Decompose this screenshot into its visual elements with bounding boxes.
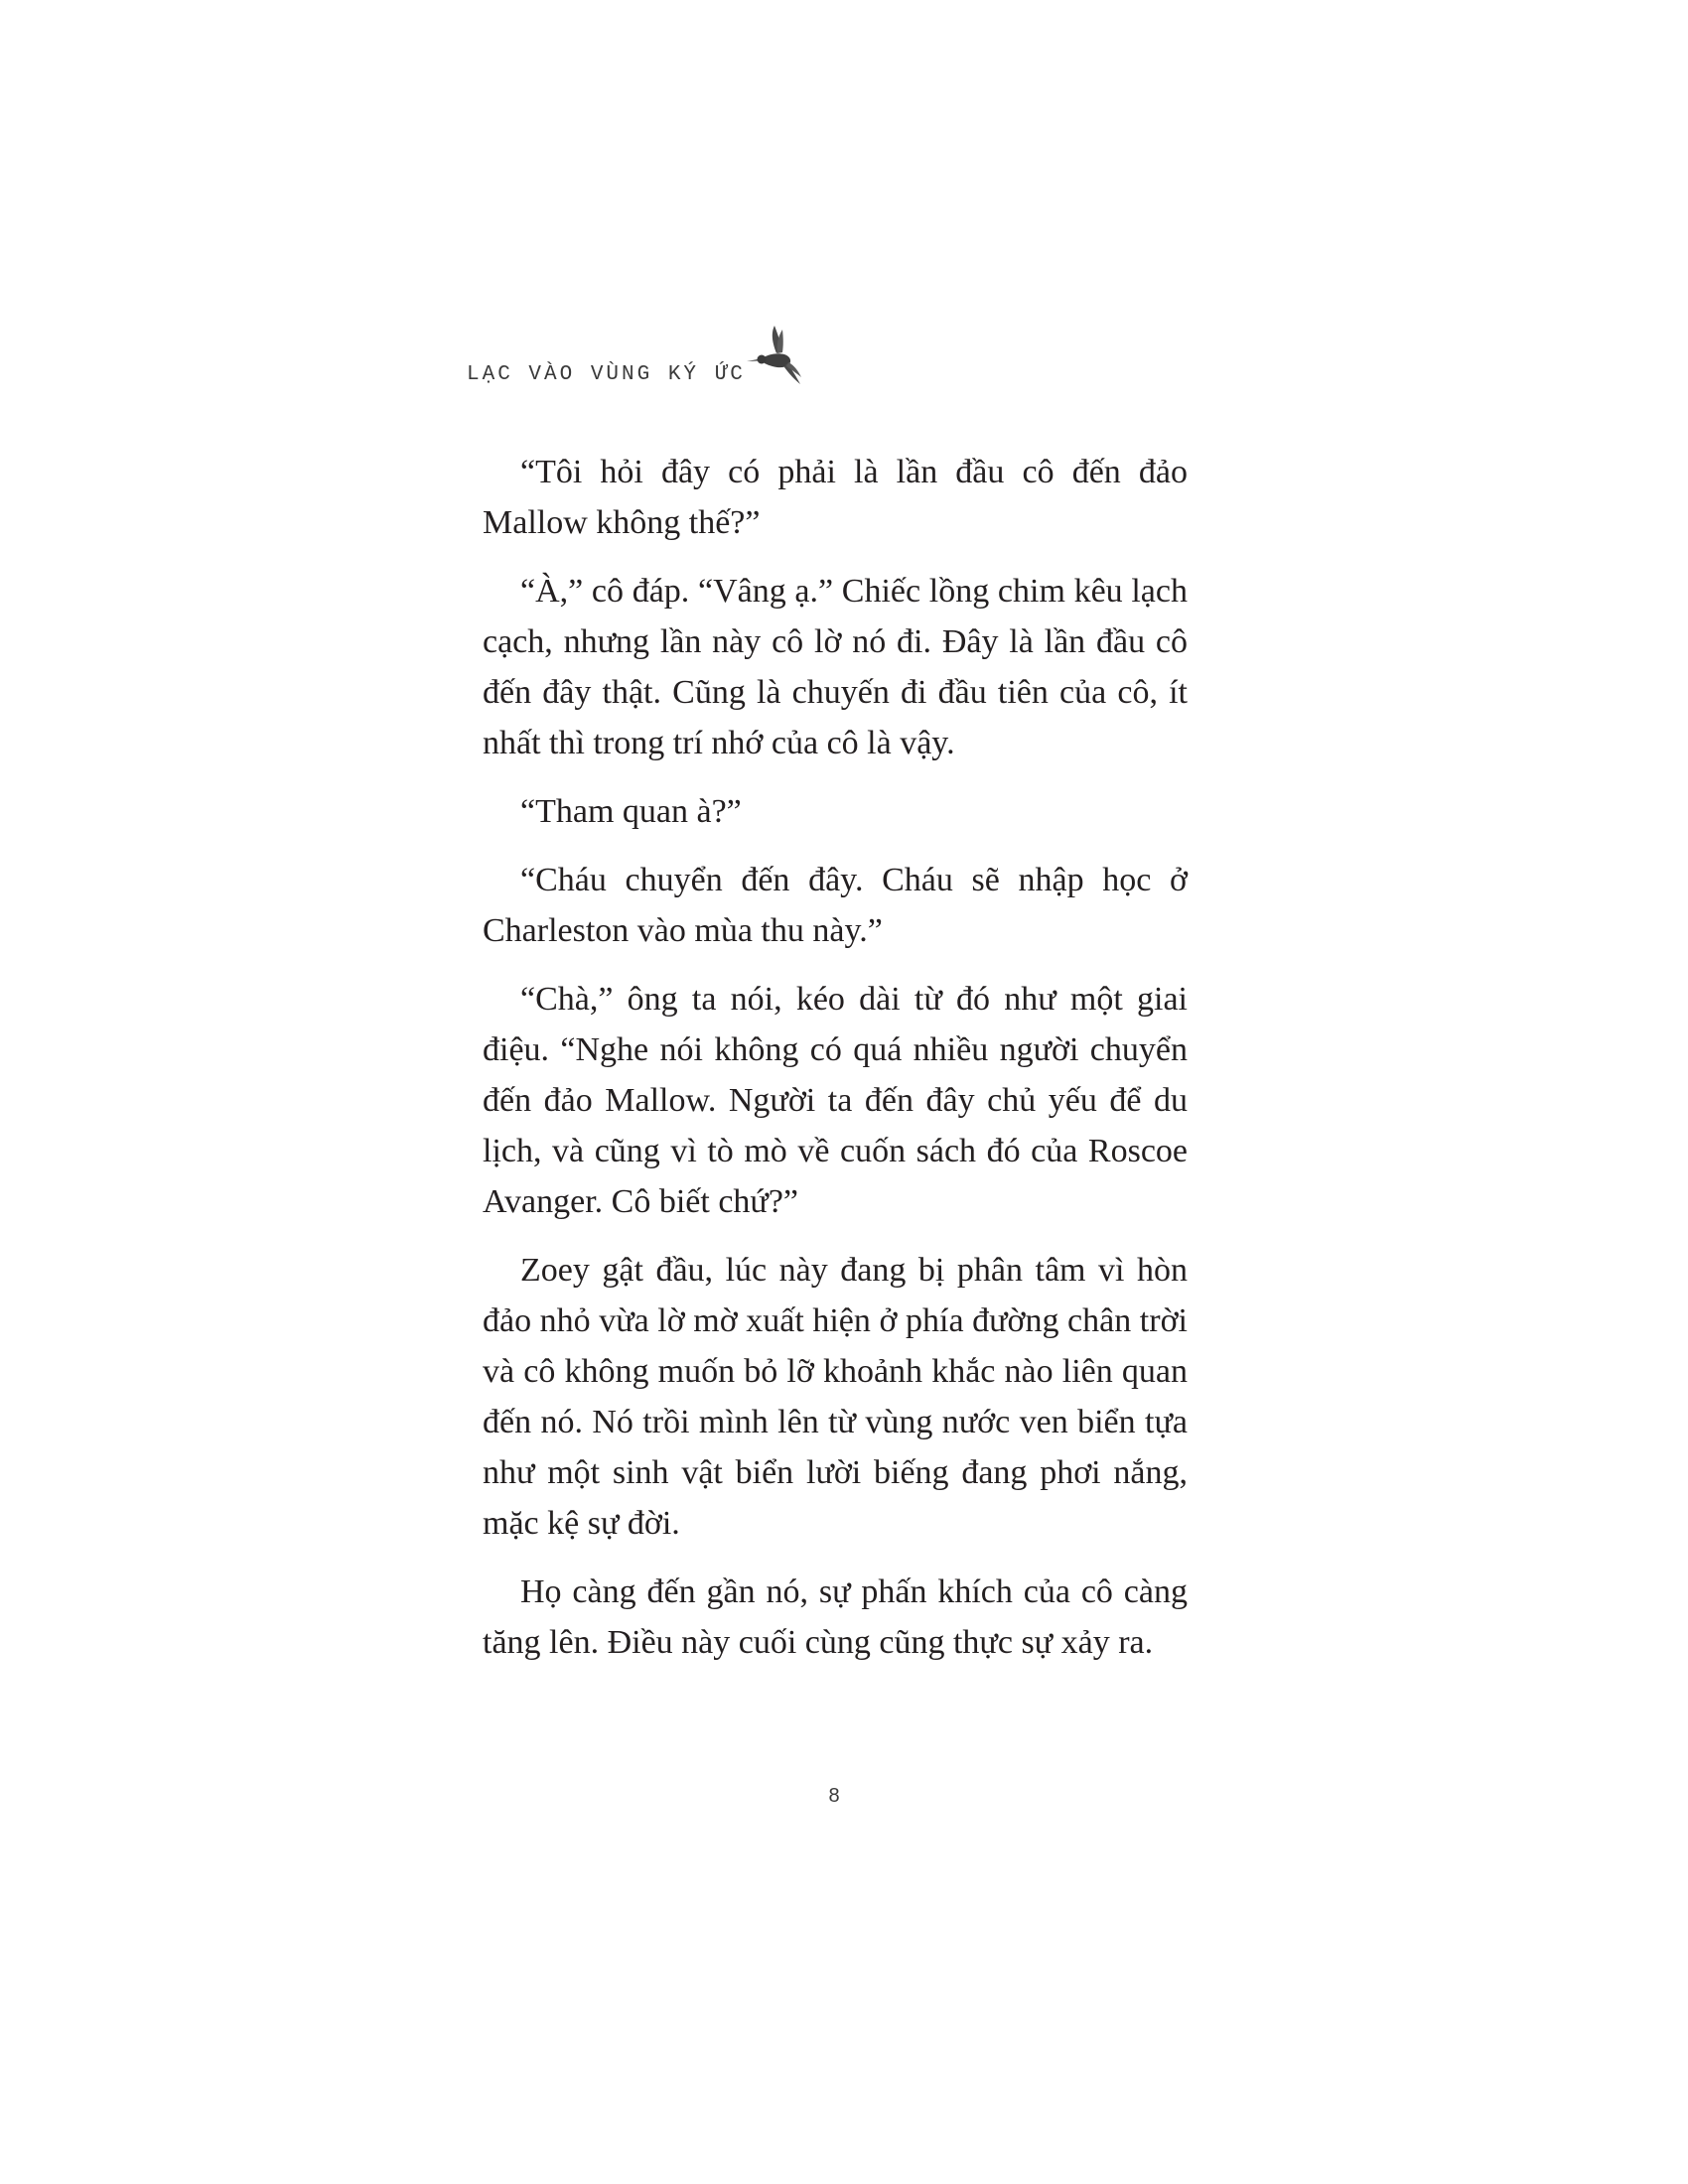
paragraph: “Cháu chuyển đến đây. Cháu sẽ nhập học ở Charleston vào mùa thu này.” <box>483 862 1188 949</box>
hummingbird-icon <box>747 324 802 385</box>
running-head <box>467 324 824 393</box>
paragraph: “Tôi hỏi đây có phải là lần đầu cô đến đảo Mallow không thế?” <box>483 454 1188 541</box>
page-number: 8 <box>828 1785 840 1807</box>
running-title: LẠC VÀO VÙNG KÝ ỨC <box>467 363 746 386</box>
body-text <box>483 447 1188 1686</box>
paragraph: “Chà,” ông ta nói, kéo dài từ đó như một giai điệu. “Nghe nói không có quá nhiều người chuyển đến đảo Mallow. Người ta đến đây chủ yếu để du lịch, và cũng vì tò mò về cuốn sách đó của Roscoe Avanger. Cô biết chứ?” <box>483 981 1188 1220</box>
paragraph: “À,” cô đáp. “Vâng ạ.” Chiếc lồng chim kêu lạch cạch, nhưng lần này cô lờ nó đi. Đây là lần đầu cô đến đây thật. Cũng là chuyến đi đầu tiên của cô, ít nhất thì trong trí nhớ của cô là vậy. <box>483 573 1188 761</box>
paragraph: “Tham quan à?” <box>520 793 742 830</box>
paragraph: Họ càng đến gần nó, sự phấn khích của cô càng tăng lên. Điều này cuối cùng cũng thực sự xảy ra. <box>483 1573 1188 1661</box>
paragraph: Zoey gật đầu, lúc này đang bị phân tâm vì hòn đảo nhỏ vừa lờ mờ xuất hiện ở phía đường chân trời và cô không muốn bỏ lỡ khoảnh khắc nào liên quan đến nó. Nó trồi mình lên từ vùng nước ven biển tựa như một sinh vật biển lười biếng đang phơi nắng, mặc kệ sự đời. <box>483 1252 1188 1542</box>
